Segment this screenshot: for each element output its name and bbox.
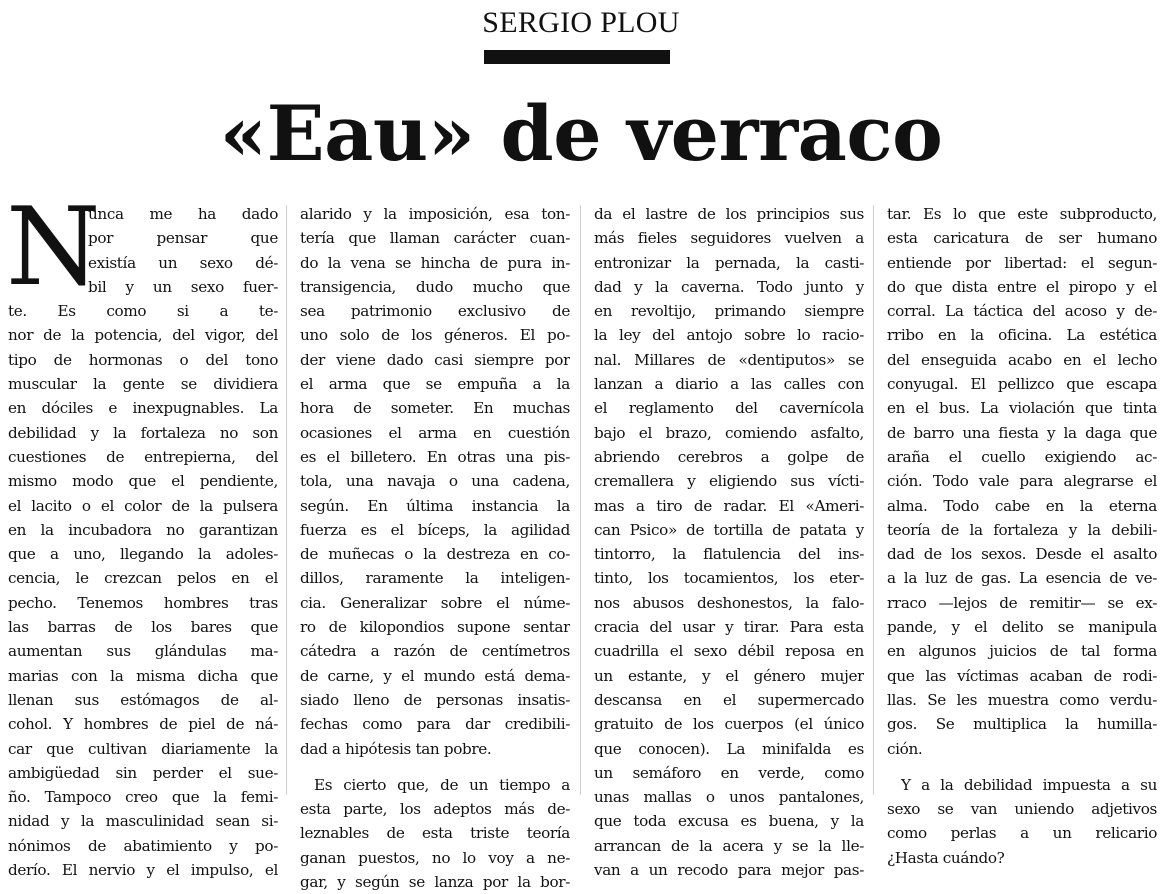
text-line: ción. xyxy=(887,739,923,758)
text-line: según. En última instancia la xyxy=(300,496,570,515)
text-line: el arma que se empuña a la xyxy=(300,375,570,394)
text-line: transigencia, dudo mucho que xyxy=(300,277,570,296)
text-line: rraco —lejos de remitir— se ex- xyxy=(887,593,1157,612)
text-line: tar. Es lo que este subproducto, xyxy=(887,205,1157,223)
text-line: cencia, le crezcan pelos en el xyxy=(8,569,278,588)
text-line: en dóciles e inexpugnables. La xyxy=(8,399,278,418)
text-line: do la vena se hincha de pura in- xyxy=(300,253,570,272)
text-line: por pensar que xyxy=(88,229,278,248)
text-line: dad y la caverna. Todo junto y xyxy=(594,277,864,296)
text-line: aumentan sus glándulas ma- xyxy=(8,642,278,661)
text-line: gratuito de los cuerpos (el único xyxy=(594,715,864,734)
text-line: ño. Tampoco creo que la femi- xyxy=(8,788,278,807)
text-line: nónimos de abatimiento y po- xyxy=(8,836,278,855)
text-line: alarido y la imposición, esa ton- xyxy=(300,205,570,223)
text-line: ¿Hasta cuándo? xyxy=(887,848,1005,867)
text-line: mas a tiro de radar. El «Ameri- xyxy=(594,496,864,515)
text-line: teoría de la fortaleza y la debili- xyxy=(887,520,1157,539)
text-line: dad a hipótesis tan pobre. xyxy=(300,739,492,758)
text-line: cuadrilla el sexo débil reposa en xyxy=(594,642,864,661)
text-line: en revoltijo, primando siempre xyxy=(594,302,864,321)
text-line: te. Es como si a te- xyxy=(8,302,278,321)
text-line: ro de kilopondios supone sentar xyxy=(300,618,570,637)
text-line: tipo de hormonas o del tono xyxy=(8,350,278,369)
text-line: fuerza es el bíceps, la agilidad xyxy=(300,520,570,539)
text-line: en el bus. La violación que tinta xyxy=(887,399,1157,418)
text-line: bil y un sexo fuer- xyxy=(88,277,278,296)
author-byline: SERGIO PLOU xyxy=(482,6,680,39)
text-line: llenan sus estómagos de al- xyxy=(8,690,278,709)
text-line: alma. Todo cabe en la eterna xyxy=(887,496,1157,515)
text-line: que las víctimas acaban de rodi- xyxy=(887,666,1157,685)
column-rule xyxy=(286,205,287,795)
text-line: sexo se van uniendo adjetivos xyxy=(887,800,1157,819)
text-line: van a un recodo para mejor pas- xyxy=(594,861,864,880)
text-line: nor de la potencia, del vigor, del xyxy=(8,326,278,345)
text-line: rribo en la oficina. La estética xyxy=(887,326,1157,345)
text-line: cátedra a razón de centímetros xyxy=(300,642,570,661)
article-headline: «Eau» de verraco xyxy=(219,89,943,178)
text-line: de barro una fiesta y la daga que xyxy=(887,423,1157,442)
text-line: un semáforo en verde, como xyxy=(594,763,864,782)
paragraph-gap xyxy=(887,761,1157,773)
text-line: tería que llaman carácter cuan- xyxy=(300,229,570,248)
text-line: ocasiones el arma en cuestión xyxy=(300,423,570,442)
text-line: tola, una navaja o una cadena, xyxy=(300,472,570,491)
text-line: gar, y según se lanza por la bor- xyxy=(300,873,570,892)
text-line: ción. Todo vale para alegrarse el xyxy=(887,472,1157,491)
text-line: lanzan a diario a las calles con xyxy=(594,375,864,394)
text-line: uno solo de los géneros. El po- xyxy=(300,326,570,345)
text-line: arrancan de la acera y se la lle- xyxy=(594,836,864,855)
text-line: en la incubadora no garantizan xyxy=(8,520,278,539)
text-line: esta caricatura de ser humano xyxy=(887,229,1157,248)
text-line: pande, y el delito se manipula xyxy=(887,618,1157,637)
text-line: debilidad y la fortaleza no son xyxy=(8,423,278,442)
text-line: las barras de los bares que xyxy=(8,618,278,637)
text-line: el lacito o el color de la pulsera xyxy=(8,496,278,515)
article-column-2 xyxy=(300,202,570,894)
text-line: del enseguida acabo en el lecho xyxy=(887,350,1157,369)
text-line: llas. Se les muestra como verdu- xyxy=(887,690,1157,709)
text-line: siado lleno de personas insatis- xyxy=(300,690,570,709)
text-line: de muñecas o la destreza en co- xyxy=(300,545,570,564)
article-column-1 xyxy=(8,202,278,882)
text-line: cohol. Y hombres de piel de ná- xyxy=(8,715,278,734)
text-line: hora de someter. En muchas xyxy=(300,399,570,418)
text-line: cia. Generalizar sobre el núme- xyxy=(300,593,570,612)
paragraph-gap xyxy=(300,761,570,773)
drop-cap: N xyxy=(6,185,101,310)
text-line: nidad y la masculinidad sean si- xyxy=(8,812,278,831)
text-line: nal. Millares de «dentiputos» se xyxy=(594,350,864,369)
article-column-4 xyxy=(887,202,1157,870)
text-line: que a uno, llegando la adoles- xyxy=(8,545,278,564)
text-line: descansa en el supermercado xyxy=(594,690,864,709)
column-rule xyxy=(873,205,874,795)
article-column-3 xyxy=(594,202,864,882)
text-line: unas mallas o unos pantalones, xyxy=(594,788,864,807)
text-line: conyugal. El pellizco que escapa xyxy=(887,375,1157,394)
text-line: gos. Se multiplica la humilla- xyxy=(887,715,1157,734)
text-line: como perlas a un relicario xyxy=(887,824,1157,843)
text-line: araña el cuello exigiendo ac- xyxy=(887,447,1157,466)
text-line: de carne, y el mundo está dema- xyxy=(300,666,570,685)
text-line: entiende por libertad: el segun- xyxy=(887,253,1157,272)
text-line: der viene dado casi siempre por xyxy=(300,350,570,369)
text-line: bajo el brazo, comiendo asfalto, xyxy=(594,423,864,442)
text-line: tintorro, la flatulencia del ins- xyxy=(594,545,864,564)
text-line: ganan puestos, no lo voy a ne- xyxy=(300,848,570,867)
text-line: da el lastre de los principios sus xyxy=(594,205,864,223)
text-line: esta parte, los adeptos más de- xyxy=(300,800,570,819)
text-line: derío. El nervio y el impulso, el xyxy=(8,861,278,880)
text-line: existía un sexo dé- xyxy=(88,253,278,272)
text-line: corral. La táctica del acoso y de- xyxy=(887,302,1157,321)
text-line: entronizar la pernada, la casti- xyxy=(594,253,864,272)
text-line: ambigüedad sin perder el sue- xyxy=(8,763,278,782)
text-line: fechas como para dar credibili- xyxy=(300,715,570,734)
column-rule xyxy=(580,205,581,795)
text-line: la ley del antojo sobre lo racio- xyxy=(594,326,864,345)
text-line: abriendo cerebros a golpe de xyxy=(594,447,864,466)
text-line: el reglamento del cavernícola xyxy=(594,399,864,418)
text-line: do que dista entre el piropo y el xyxy=(887,277,1157,296)
text-line: que conocen). La minifalda es xyxy=(594,739,864,758)
text-line: mismo modo que el pendiente, xyxy=(8,472,278,491)
text-line: car que cultivan diariamente la xyxy=(8,739,278,758)
text-line: un estante, y el género mujer xyxy=(594,666,864,685)
text-line: que toda excusa es buena, y la xyxy=(594,812,864,831)
text-line: más fieles seguidores vuelven a xyxy=(594,229,864,248)
text-line: Es cierto que, de un tiempo a xyxy=(314,775,570,794)
text-line: tinto, los tocamientos, los eter- xyxy=(594,569,864,588)
text-line: Y a la debilidad impuesta a su xyxy=(901,775,1157,794)
text-line: pecho. Tenemos hombres tras xyxy=(8,593,278,612)
text-line: cuestiones de entrepierna, del xyxy=(8,447,278,466)
text-line: muscular la gente se dividiera xyxy=(8,375,278,394)
text-line: en algunos juicios de tal forma xyxy=(887,642,1157,661)
text-line: leznables de esta triste teoría xyxy=(300,824,570,843)
text-line: dad de los sexos. Desde el asalto xyxy=(887,545,1157,564)
byline-underline-bar xyxy=(484,50,670,64)
text-line: es el billetero. En otras una pis- xyxy=(300,447,570,466)
text-line: marias con la misma dicha que xyxy=(8,666,278,685)
text-line: can Psico» de tortilla de patata y xyxy=(594,520,864,539)
text-line: cracia del usar y tirar. Para esta xyxy=(594,618,864,637)
text-line: nos abusos deshonestos, la falo- xyxy=(594,593,864,612)
text-line: cremallera y eligiendo sus vícti- xyxy=(594,472,864,491)
text-line: dillos, raramente la inteligen- xyxy=(300,569,570,588)
text-line: unca me ha dado xyxy=(88,205,278,223)
text-line: a la luz de gas. La esencia de ve- xyxy=(887,569,1157,588)
text-line: sea patrimonio exclusivo de xyxy=(300,302,570,321)
